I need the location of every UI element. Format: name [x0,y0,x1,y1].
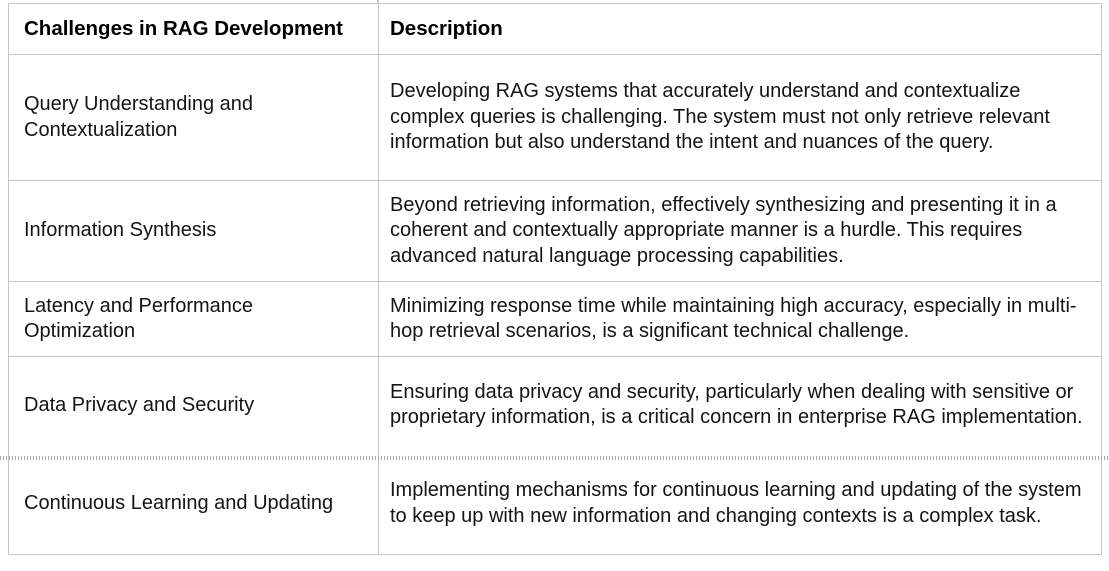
table-row [9,357,1102,454]
description-cell: Minimizing response time while maintaining high accuracy, especially in multi-hop retrieval scenarios, is a significant technical challenge. [379,282,1102,357]
header-row [9,4,1102,55]
page-break-dotted-line [0,456,1109,460]
table-row [9,282,1102,357]
description-cell: Ensuring data privacy and security, particularly when dealing with sensitive or proprietary information, is a critical concern in enterprise RAG implementation. [379,357,1102,454]
table-row [9,55,1102,181]
challenge-cell: Information Synthesis [9,181,379,282]
challenge-cell: Data Privacy and Security [9,357,379,454]
challenge-cell: Query Understanding and Contextualization [9,55,379,181]
column-header-description: Description [379,4,1102,55]
challenge-cell: Latency and Performance Optimization [9,282,379,357]
description-cell: Beyond retrieving information, effectively synthesizing and presenting it in a coherent and contextually appropriate manner is a hurdle. This requires advanced natural language processing capabilities. [379,181,1102,282]
column-header-challenges: Challenges in RAG Development [9,4,379,55]
rag-challenges-table [8,3,1102,555]
challenge-cell: Continuous Learning and Updating [9,454,379,555]
table-row [9,454,1102,555]
description-cell: Implementing mechanisms for continuous learning and updating of the system to keep up with new information and changing contexts is a complex task. [379,454,1102,555]
table-row [9,181,1102,282]
description-cell: Developing RAG systems that accurately understand and contextualize complex queries is challenging. The system must not only retrieve relevant information but also understand the intent and nuances of the query. [379,55,1102,181]
